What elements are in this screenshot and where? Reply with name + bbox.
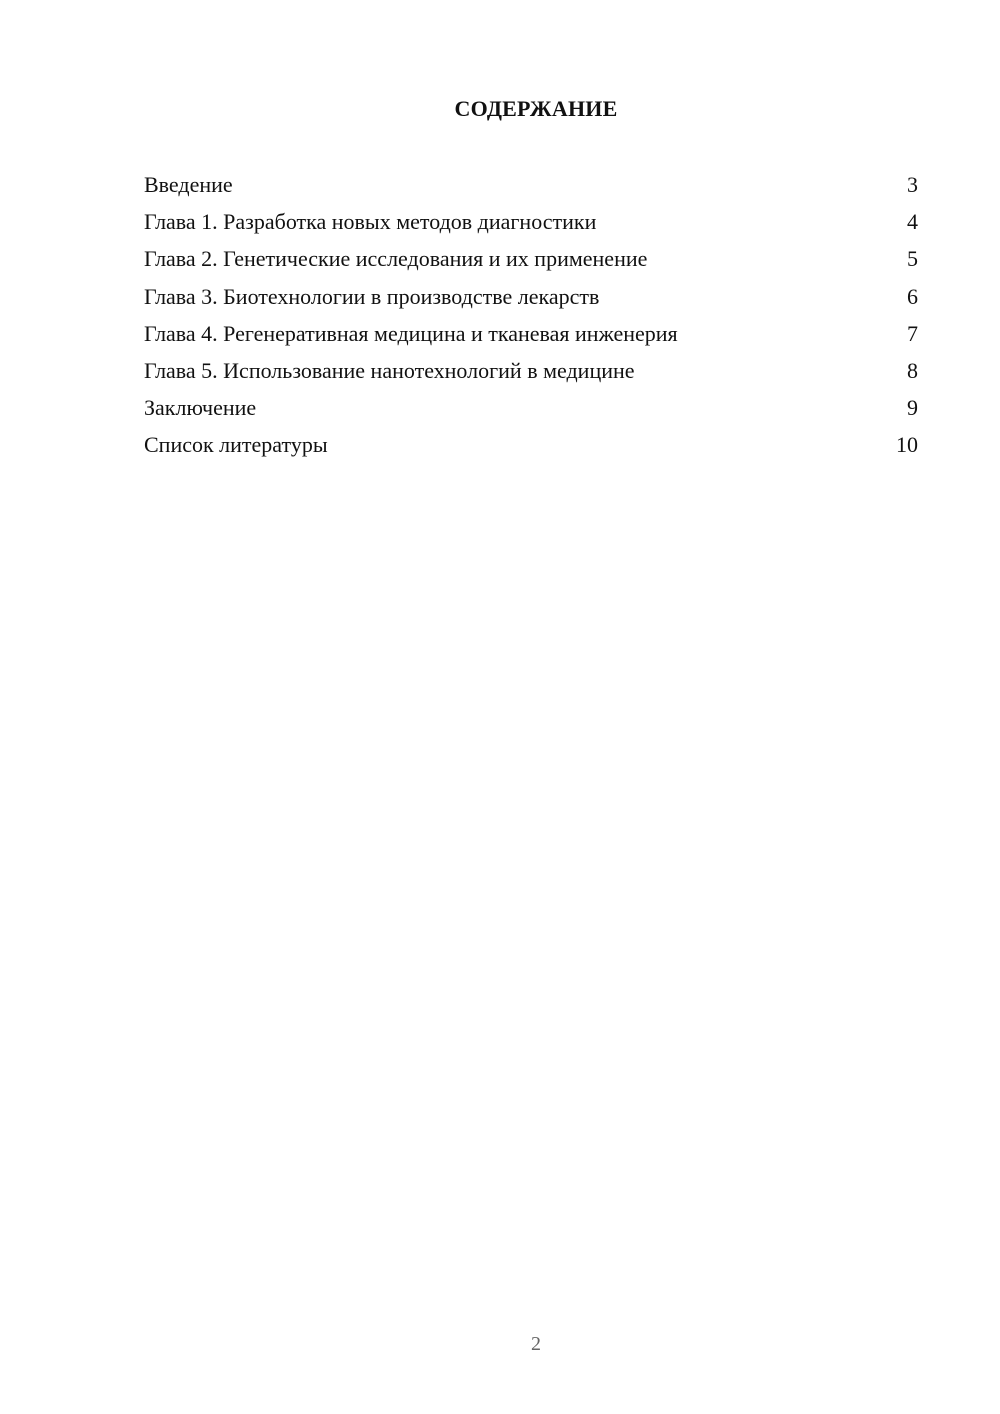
toc-entry-page: 3 xyxy=(907,172,918,197)
table-of-contents xyxy=(144,168,918,466)
toc-entry-title: Глава 3. Биотехнологии в производстве лекарств xyxy=(144,283,600,309)
toc-entry-title: Глава 2. Генетические исследования и их применение xyxy=(144,246,648,272)
toc-entry-title: Глава 1. Разработка новых методов диагностики xyxy=(144,209,597,235)
toc-entry-title: Заключение xyxy=(144,395,257,421)
toc-entry-page: 10 xyxy=(896,432,918,458)
toc-entry-title: Глава 5. Использование нанотехнологий в медицине xyxy=(144,357,635,383)
toc-heading: СОДЕРЖАНИЕ xyxy=(454,96,618,121)
toc-entry-chapter-3[interactable] xyxy=(144,280,918,317)
toc-entry-chapter-1[interactable] xyxy=(144,205,918,242)
toc-entry-chapter-4[interactable] xyxy=(144,317,918,354)
toc-entry-page: 8 xyxy=(907,357,918,383)
toc-entry-page: 5 xyxy=(907,246,918,272)
toc-entry-title: Введение xyxy=(144,172,233,197)
toc-entry-title: Список литературы xyxy=(144,432,328,458)
toc-entry-page: 6 xyxy=(907,283,918,309)
page-number: 2 xyxy=(531,1333,541,1355)
toc-entry-page: 7 xyxy=(907,320,918,346)
toc-entry-conclusion[interactable] xyxy=(144,391,918,428)
toc-entry-page: 9 xyxy=(907,395,918,421)
toc-entry-references[interactable] xyxy=(144,428,918,465)
toc-entry-chapter-2[interactable] xyxy=(144,242,918,279)
toc-entry-introduction[interactable] xyxy=(144,168,918,205)
toc-entry-chapter-5[interactable] xyxy=(144,354,918,391)
toc-entry-page: 4 xyxy=(907,209,918,235)
toc-entry-title: Глава 4. Регенеративная медицина и тканевая инженерия xyxy=(144,320,678,346)
